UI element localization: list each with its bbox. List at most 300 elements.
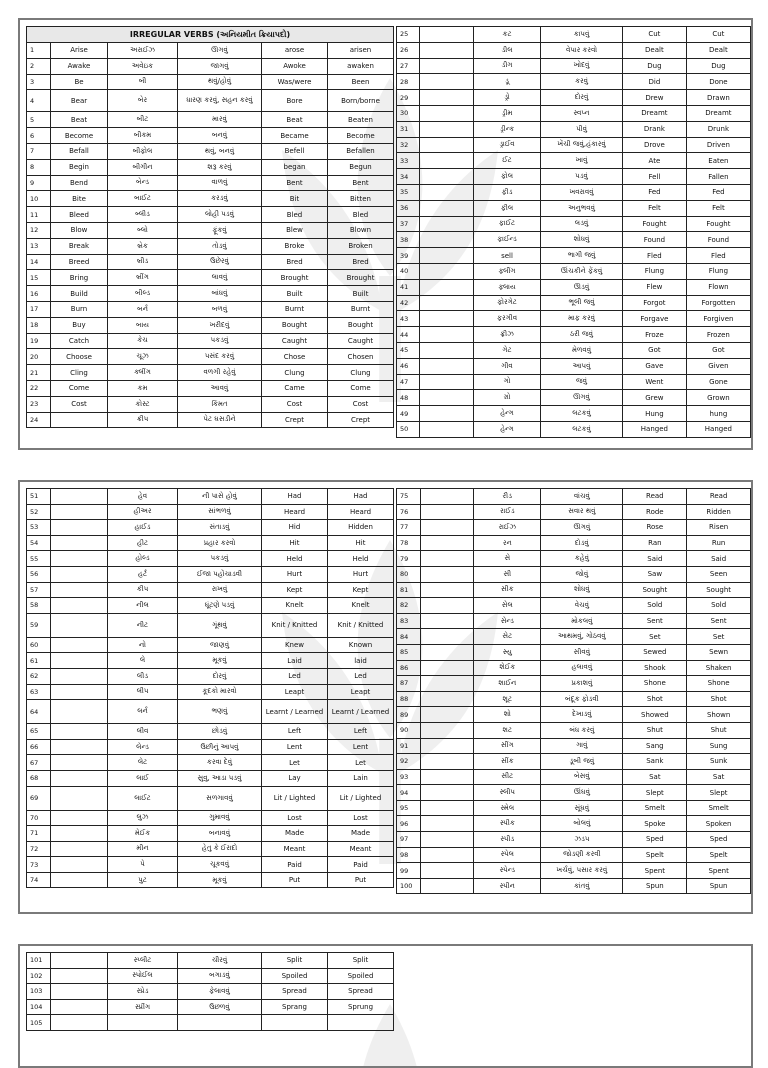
verb-past-participle: Cut	[686, 27, 750, 43]
table-row	[397, 137, 751, 153]
verb-past: Hurt	[262, 566, 328, 582]
verb-pronunciation: ફ્લીંગ	[473, 263, 540, 279]
verb-pronunciation: હેવ	[108, 489, 178, 505]
table-row	[27, 1015, 394, 1031]
verb-past: began	[262, 159, 328, 175]
verb-past: Let	[262, 755, 328, 771]
verb-number: 70	[27, 810, 51, 826]
verb-pronunciation: શાઈન	[474, 676, 541, 692]
table-row	[27, 396, 394, 412]
verb-base	[51, 412, 108, 428]
verb-meaning: ફેલાવવું	[178, 984, 262, 1000]
table-row	[27, 566, 394, 582]
verb-base	[420, 263, 474, 279]
verb-pronunciation: ડ્રો	[473, 90, 540, 106]
verb-base: Cost	[51, 396, 108, 412]
verb-past: Bred	[262, 254, 328, 270]
verb-meaning: જાગવું	[178, 58, 262, 74]
verb-pronunciation: ફાઈન્ડ	[473, 232, 540, 248]
verb-past-participle: Sung	[687, 738, 751, 754]
verb-past-participle: laid	[328, 653, 394, 669]
verb-meaning: પ્રહાર કરવો	[178, 535, 262, 551]
verb-past: Saw	[623, 566, 687, 582]
table-row	[397, 520, 751, 536]
verb-base	[51, 535, 108, 551]
verb-past: Drank	[623, 121, 687, 137]
verb-base	[51, 968, 108, 984]
verb-past: Sang	[623, 738, 687, 754]
verb-meaning: તોડવું	[178, 238, 262, 254]
verb-base: Be	[51, 74, 108, 90]
verb-number: 105	[27, 1015, 51, 1031]
verb-base	[420, 785, 474, 801]
verb-pronunciation: ફરગીવ	[473, 311, 540, 327]
verb-pronunciation: લીડ	[108, 668, 178, 684]
verb-base	[420, 311, 474, 327]
verb-pronunciation: સ્યુ	[474, 644, 541, 660]
verb-number: 91	[397, 738, 421, 754]
verb-past: Lost	[262, 810, 328, 826]
verb-base: Choose	[51, 349, 108, 365]
verb-past-participle: Brought	[328, 270, 394, 286]
table-row	[27, 999, 394, 1015]
verb-past-participle: Sewn	[687, 644, 751, 660]
verb-base	[420, 722, 474, 738]
verb-number: 35	[397, 184, 420, 200]
table-row	[27, 668, 394, 684]
verb-past-participle: Smelt	[687, 800, 751, 816]
verb-past: Forgot	[623, 295, 687, 311]
verb-past: Sent	[623, 613, 687, 629]
verb-meaning: જોવું	[541, 566, 623, 582]
verb-past: Dealt	[623, 42, 687, 58]
verb-base: Arise	[51, 43, 108, 59]
verb-number: 92	[397, 754, 421, 770]
table-row	[397, 769, 751, 785]
verb-number: 12	[27, 222, 51, 238]
verb-past-participle: Run	[687, 535, 751, 551]
verb-meaning: ઉછળવું	[178, 999, 262, 1015]
verb-number: 77	[397, 520, 421, 536]
table-row	[27, 238, 394, 254]
verb-meaning: બગાડવું	[178, 968, 262, 984]
verb-number: 17	[27, 301, 51, 317]
verb-past: Put	[262, 872, 328, 888]
verb-past-participle: Befallen	[328, 143, 394, 159]
table-row	[27, 739, 394, 755]
verb-meaning: મેળવવું	[541, 342, 623, 358]
verb-pronunciation: sell	[473, 248, 540, 264]
verb-meaning: ઊગવું	[541, 520, 623, 536]
verb-past: Rode	[623, 504, 687, 520]
verb-meaning: લડવું	[541, 216, 623, 232]
verb-past	[262, 1015, 328, 1031]
verb-past: Held	[262, 551, 328, 567]
verb-past: Lent	[262, 739, 328, 755]
verb-past-participle	[328, 1015, 394, 1031]
table-row	[27, 380, 394, 396]
verb-number: 36	[397, 200, 420, 216]
verb-base	[51, 953, 108, 969]
verb-meaning: આપવું	[541, 358, 623, 374]
verb-number: 16	[27, 286, 51, 302]
table-row	[397, 800, 751, 816]
verb-number: 39	[397, 248, 420, 264]
verb-past: Knelt	[262, 598, 328, 614]
verb-base	[420, 58, 474, 74]
verb-base	[51, 786, 108, 810]
verb-number: 3	[27, 74, 51, 90]
verb-meaning: વેચવું	[541, 598, 623, 614]
verb-pronunciation: ડ્રીમ	[473, 105, 540, 121]
verb-number: 45	[397, 342, 420, 358]
table-row	[27, 175, 394, 191]
table-row	[27, 159, 394, 175]
verb-base: Catch	[51, 333, 108, 349]
table-row	[27, 841, 394, 857]
verb-table-block-3-left	[26, 952, 394, 1031]
verb-meaning: બોલવું	[541, 816, 623, 832]
verb-past: Awoke	[262, 58, 328, 74]
verb-number: 85	[397, 644, 421, 660]
verb-past: Fed	[623, 184, 687, 200]
verb-pronunciation: મીન	[108, 841, 178, 857]
verb-meaning: ખાવું	[541, 153, 623, 169]
verb-meaning: ગાવું	[541, 738, 623, 754]
verb-meaning: ખરીદવું	[178, 317, 262, 333]
verb-pronunciation: લર્ન	[108, 700, 178, 724]
verb-past-participle: Sprung	[328, 999, 394, 1015]
verb-base: Bleed	[51, 207, 108, 223]
verb-base: Befall	[51, 143, 108, 159]
verb-base	[51, 841, 108, 857]
verb-base	[51, 520, 108, 536]
verb-pronunciation: ગો	[473, 374, 540, 390]
verb-pronunciation: બાઈટ	[108, 191, 178, 207]
verb-number: 19	[27, 333, 51, 349]
verb-pronunciation: સીટ	[474, 769, 541, 785]
verb-number: 57	[27, 582, 51, 598]
verb-pronunciation: બ્રેક	[108, 238, 178, 254]
verb-pronunciation: સ્પીન	[474, 878, 541, 894]
verb-past-participle: Grown	[686, 390, 750, 406]
verb-meaning: લાવવું	[178, 270, 262, 286]
table-row	[397, 691, 751, 707]
table-row	[397, 738, 751, 754]
verb-number: 50	[397, 421, 420, 437]
verb-pronunciation: સ્મેલ	[474, 800, 541, 816]
verb-meaning: સ્વપ્ન	[541, 105, 623, 121]
verb-past-participle: Led	[328, 668, 394, 684]
verb-pronunciation: હાઈડ	[108, 520, 178, 536]
verb-number: 104	[27, 999, 51, 1015]
verb-number: 5	[27, 112, 51, 128]
verb-past: Spent	[623, 863, 687, 879]
page-sheet-1	[18, 18, 753, 450]
verb-number: 46	[397, 358, 420, 374]
verb-base	[51, 810, 108, 826]
verb-number: 32	[397, 137, 420, 153]
table-row	[27, 128, 394, 144]
verb-past-participle: Cost	[328, 396, 394, 412]
verb-base: Cling	[51, 365, 108, 381]
table-row	[397, 754, 751, 770]
verb-base	[420, 816, 474, 832]
verb-past-participle: Lit / Lighted	[328, 786, 394, 810]
verb-past: Forgave	[623, 311, 687, 327]
table-row	[27, 535, 394, 551]
verb-meaning: મારવું	[178, 112, 262, 128]
table-row	[397, 184, 751, 200]
verb-pronunciation: સ્પોઈલ	[108, 968, 178, 984]
verb-number: 59	[27, 613, 51, 637]
verb-past-participle: Shone	[687, 676, 751, 692]
verb-number: 21	[27, 365, 51, 381]
table-row	[27, 700, 394, 724]
verb-past-participle: Knelt	[328, 598, 394, 614]
table-row	[397, 629, 751, 645]
verb-number: 76	[397, 504, 421, 520]
table-row	[397, 248, 751, 264]
table-row	[27, 504, 394, 520]
verb-past-participle: Sped	[687, 832, 751, 848]
verb-past: Found	[623, 232, 687, 248]
verb-base	[420, 863, 474, 879]
verb-past: Froze	[623, 327, 687, 343]
verb-past: Blew	[262, 222, 328, 238]
verb-base	[420, 847, 474, 863]
verb-meaning: લોહી પડવું	[178, 207, 262, 223]
verb-pronunciation: ફાઈટ	[473, 216, 540, 232]
page-sheet-3	[18, 944, 753, 1068]
verb-past-participle: Sold	[687, 598, 751, 614]
verb-number: 101	[27, 953, 51, 969]
verb-past-participle: arisen	[328, 43, 394, 59]
verb-number: 87	[397, 676, 421, 692]
verb-number: 1	[27, 43, 51, 59]
verb-past-participle: Learnt / Learned	[328, 700, 394, 724]
verb-base: Break	[51, 238, 108, 254]
verb-past-participle: Lost	[328, 810, 394, 826]
verb-past-participle: Found	[686, 232, 750, 248]
verb-base	[420, 738, 474, 754]
verb-past-participle: Sought	[687, 582, 751, 598]
table-row	[397, 660, 751, 676]
verb-past: Fled	[623, 248, 687, 264]
verb-pronunciation: બાય	[108, 317, 178, 333]
verb-meaning: જાણવું	[178, 637, 262, 653]
verb-past: Meant	[262, 841, 328, 857]
verb-past: Smelt	[623, 800, 687, 816]
verb-number: 15	[27, 270, 51, 286]
verb-base: Come	[51, 380, 108, 396]
verb-meaning: ભૂલી જવું	[541, 295, 623, 311]
verb-table	[396, 488, 751, 894]
verb-meaning: કરવા દેવું	[178, 755, 262, 771]
verb-base	[420, 27, 474, 43]
verb-past-participle: Drawn	[686, 90, 750, 106]
verb-past-participle: Knit / Knitted	[328, 613, 394, 637]
verb-base	[420, 504, 474, 520]
verb-base	[51, 582, 108, 598]
verb-base	[420, 232, 474, 248]
verb-number: 42	[397, 295, 420, 311]
verb-number: 22	[27, 380, 51, 396]
verb-base	[420, 390, 474, 406]
verb-meaning: સૂંઘવું	[541, 800, 623, 816]
table-row	[27, 684, 394, 700]
table-row	[27, 90, 394, 112]
verb-past: Spread	[262, 984, 328, 1000]
verb-number: 9	[27, 175, 51, 191]
table-row	[27, 968, 394, 984]
verb-past-participle: Fought	[686, 216, 750, 232]
verb-meaning: ઠરી જવું	[541, 327, 623, 343]
verb-past-participle: Meant	[328, 841, 394, 857]
verb-pronunciation: હોલ્ડ	[108, 551, 178, 567]
verb-pronunciation: લેન્ડ	[108, 739, 178, 755]
verb-base	[420, 406, 474, 422]
verb-pronunciation: ફીલ	[473, 200, 540, 216]
verb-number: 49	[397, 406, 420, 422]
verb-pronunciation: ફ્રીઝ	[473, 327, 540, 343]
verb-number: 68	[27, 770, 51, 786]
verb-past: Bought	[262, 317, 328, 333]
verb-meaning: ની પાસે હોવું	[178, 489, 262, 505]
verb-number: 29	[397, 90, 420, 106]
verb-meaning: કાપવું	[541, 27, 623, 43]
verb-number: 103	[27, 984, 51, 1000]
verb-meaning: સાંભળવું	[178, 504, 262, 520]
verb-meaning: ફૂંકવું	[178, 222, 262, 238]
verb-number: 2	[27, 58, 51, 74]
verb-pronunciation: લીપ	[108, 684, 178, 700]
verb-meaning: પકડવું	[178, 551, 262, 567]
verb-past-participle: Bled	[328, 207, 394, 223]
table-row	[397, 311, 751, 327]
verb-past: Sewed	[623, 644, 687, 660]
verb-meaning: છોડવું	[178, 724, 262, 740]
verb-meaning: વળગી રહેવું	[178, 365, 262, 381]
verb-base	[420, 489, 474, 505]
table-row	[27, 653, 394, 669]
verb-pronunciation: હર્ટ	[108, 566, 178, 582]
verb-past-participle: Spoken	[687, 816, 751, 832]
verb-past-participle: Leapt	[328, 684, 394, 700]
verb-base	[51, 598, 108, 614]
verb-meaning: ખર્ચવું, પસાર કરવું	[541, 863, 623, 879]
verb-table-block-2-right	[396, 488, 751, 894]
verb-past: Lit / Lighted	[262, 786, 328, 810]
verb-base	[51, 826, 108, 842]
verb-pronunciation: લુઝ	[108, 810, 178, 826]
verb-past-participle: Beaten	[328, 112, 394, 128]
verb-past: arose	[262, 43, 328, 59]
verb-meaning: સુવુ, આડા પડવું	[178, 770, 262, 786]
table-row	[397, 232, 751, 248]
verb-number: 54	[27, 535, 51, 551]
verb-pronunciation: સ્પ્રીંગ	[108, 999, 178, 1015]
verb-past-participle: Driven	[686, 137, 750, 153]
verb-past-participle: Dealt	[686, 42, 750, 58]
table-row	[27, 953, 394, 969]
verb-pronunciation: ફોલ	[473, 169, 540, 185]
verb-past: Rose	[623, 520, 687, 536]
verb-meaning: થવું, બનવું	[178, 143, 262, 159]
table-row	[397, 421, 751, 437]
table-row	[397, 169, 751, 185]
verb-base: Beat	[51, 112, 108, 128]
verb-past: Sat	[623, 769, 687, 785]
table-row	[27, 270, 394, 286]
verb-pronunciation: ચૂઝ	[108, 349, 178, 365]
verb-pronunciation: નીલ	[108, 598, 178, 614]
verb-pronunciation: બીલ્ડ	[108, 286, 178, 302]
verb-meaning: પડવું	[541, 169, 623, 185]
verb-number: 67	[27, 755, 51, 771]
verb-base	[420, 358, 474, 374]
verb-base	[420, 832, 474, 848]
verb-pronunciation: કમ	[108, 380, 178, 396]
verb-base	[420, 629, 474, 645]
table-row	[27, 984, 394, 1000]
table-title: IRREGULAR VERBS (અનિયમીત ક્રિયાપદો)	[27, 27, 394, 43]
verb-pronunciation: નીટ	[108, 613, 178, 637]
verb-past-participle: Fled	[686, 248, 750, 264]
table-row	[397, 342, 751, 358]
table-row	[27, 872, 394, 888]
verb-past-participle: Clung	[328, 365, 394, 381]
verb-number: 41	[397, 279, 420, 295]
verb-pronunciation: બ્લો	[108, 222, 178, 238]
table-row	[27, 112, 394, 128]
table-row	[397, 216, 751, 232]
verb-number: 79	[397, 551, 421, 567]
verb-base	[420, 421, 474, 437]
verb-past-participle: Hanged	[686, 421, 750, 437]
verb-past-participle: Left	[328, 724, 394, 740]
verb-past: Hid	[262, 520, 328, 536]
verb-past: Kept	[262, 582, 328, 598]
verb-past-participle: Set	[687, 629, 751, 645]
verb-past: Lay	[262, 770, 328, 786]
page-sheet-2	[18, 480, 753, 914]
verb-pronunciation: સીંક	[474, 754, 541, 770]
verb-meaning: ભણવું	[178, 700, 262, 724]
verb-pronunciation: સ્પીક	[474, 816, 541, 832]
verb-past: Slept	[623, 785, 687, 801]
verb-base: Become	[51, 128, 108, 144]
table-row	[27, 286, 394, 302]
verb-pronunciation: ક્લીંગ	[108, 365, 178, 381]
verb-past: Was/were	[262, 74, 328, 90]
table-row	[397, 58, 751, 74]
verb-number: 51	[27, 489, 51, 505]
verb-past: Clung	[262, 365, 328, 381]
verb-number: 14	[27, 254, 51, 270]
verb-number: 28	[397, 74, 420, 90]
table-row	[397, 27, 751, 43]
verb-past-participle: Had	[328, 489, 394, 505]
verb-meaning: બંદૂક ફોડવી	[541, 691, 623, 707]
verb-base: Burn	[51, 301, 108, 317]
verb-past: Bore	[262, 90, 328, 112]
table-row	[397, 90, 751, 106]
verb-pronunciation: નો	[108, 637, 178, 653]
verb-pronunciation: બીગીન	[108, 159, 178, 175]
verb-meaning: હલાવવું	[541, 660, 623, 676]
table-row	[27, 143, 394, 159]
